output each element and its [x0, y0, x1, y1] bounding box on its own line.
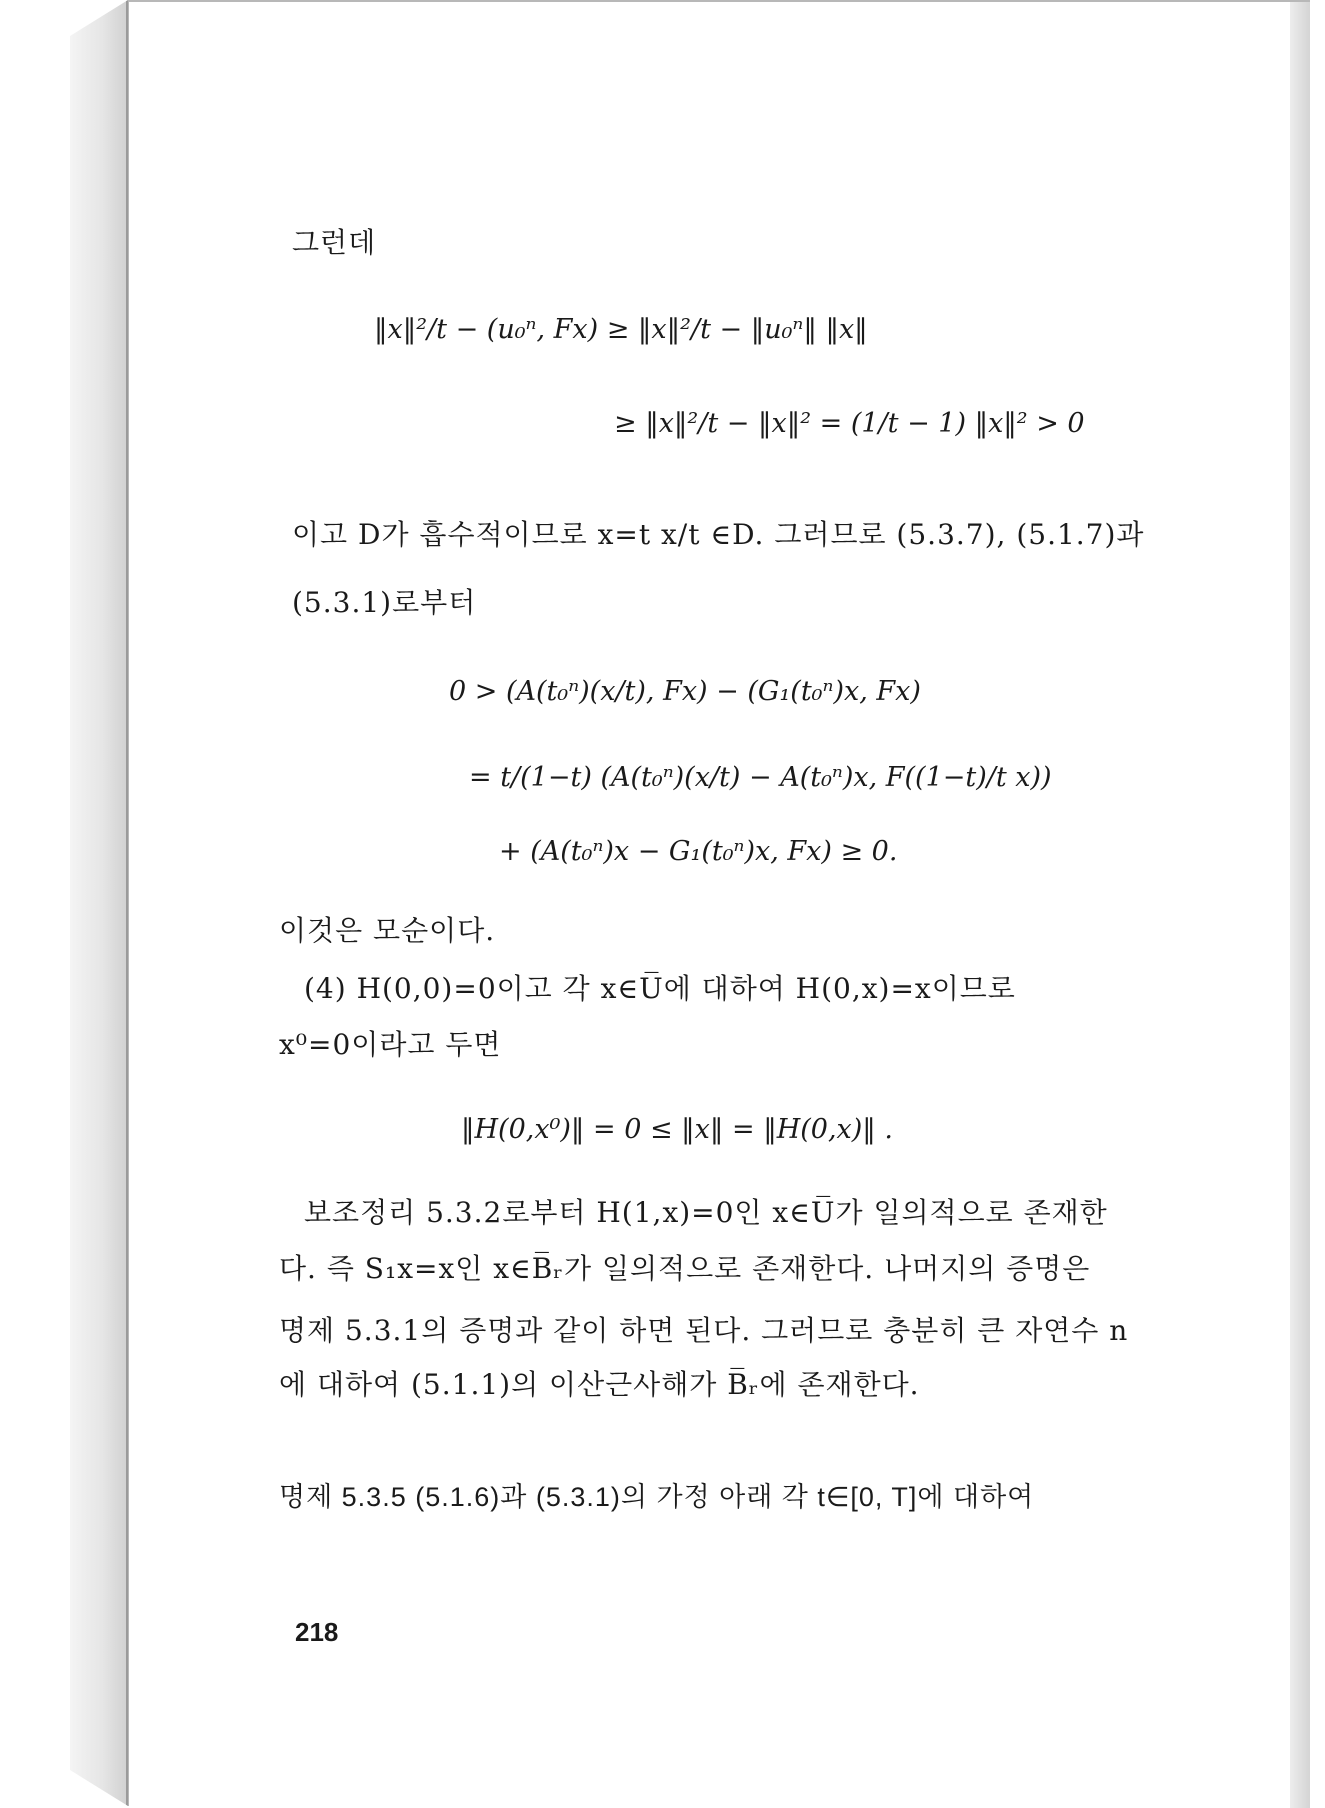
text-line-2: 이고 D가 흡수적이므로 x=t x/t ∈D. 그러므로 (5.3.7), (5.1.7)과 [292, 518, 1145, 551]
text-line-6: x⁰=0이라고 두면 [279, 1028, 502, 1061]
equation-2: ≥ ‖x‖²/t − ‖x‖² = (1/t − 1) ‖x‖² > 0 [614, 408, 1085, 439]
proposition-line: 명제 5.3.5 (5.1.6)과 (5.3.1)의 가정 아래 각 t∈[0, T]에 대하여 [279, 1482, 1035, 1512]
text-line-10: 에 대하여 (5.1.1)의 이산근사해가 B̅ᵣ에 존재한다. [279, 1368, 920, 1401]
equation-3: 0 > (A(t₀ⁿ)(x/t), Fx) − (G₁(t₀ⁿ)x, Fx) [449, 676, 921, 707]
text-line-1: 그런데 [292, 226, 377, 259]
page-number: 218 [295, 1617, 339, 1647]
equation-4: = t/(1−t) (A(t₀ⁿ)(x/t) − A(t₀ⁿ)x, F((1−t)/t x)) [469, 762, 1052, 793]
equation-1: ‖x‖²/t − (u₀ⁿ, Fx) ≥ ‖x‖²/t − ‖u₀ⁿ‖ ‖x‖ [374, 314, 868, 345]
book-spine-edge [70, 0, 128, 1806]
text-line-3: (5.3.1)로부터 [292, 586, 477, 619]
equation-6: ‖H(0,x⁰)‖ = 0 ≤ ‖x‖ = ‖H(0,x)‖ . [461, 1114, 893, 1145]
text-line-7: 보조정리 5.3.2로부터 H(1,x)=0인 x∈U̅가 일의적으로 존재한 [304, 1196, 1108, 1229]
equation-5: + (A(t₀ⁿ)x − G₁(t₀ⁿ)x, Fx) ≥ 0. [499, 836, 898, 867]
text-line-8: 다. 즉 S₁x=x인 x∈B̅ᵣ가 일의적으로 존재한다. 나머지의 증명은 [279, 1252, 1091, 1285]
book-page [128, 0, 1310, 1806]
text-line-5: (4) H(0,0)=0이고 각 x∈U̅에 대하여 H(0,x)=x이므로 [304, 972, 1016, 1005]
text-line-9: 명제 5.3.1의 증명과 같이 하면 된다. 그러므로 충분히 큰 자연수 n [279, 1314, 1129, 1347]
text-line-4: 이것은 모순이다. [279, 914, 496, 947]
